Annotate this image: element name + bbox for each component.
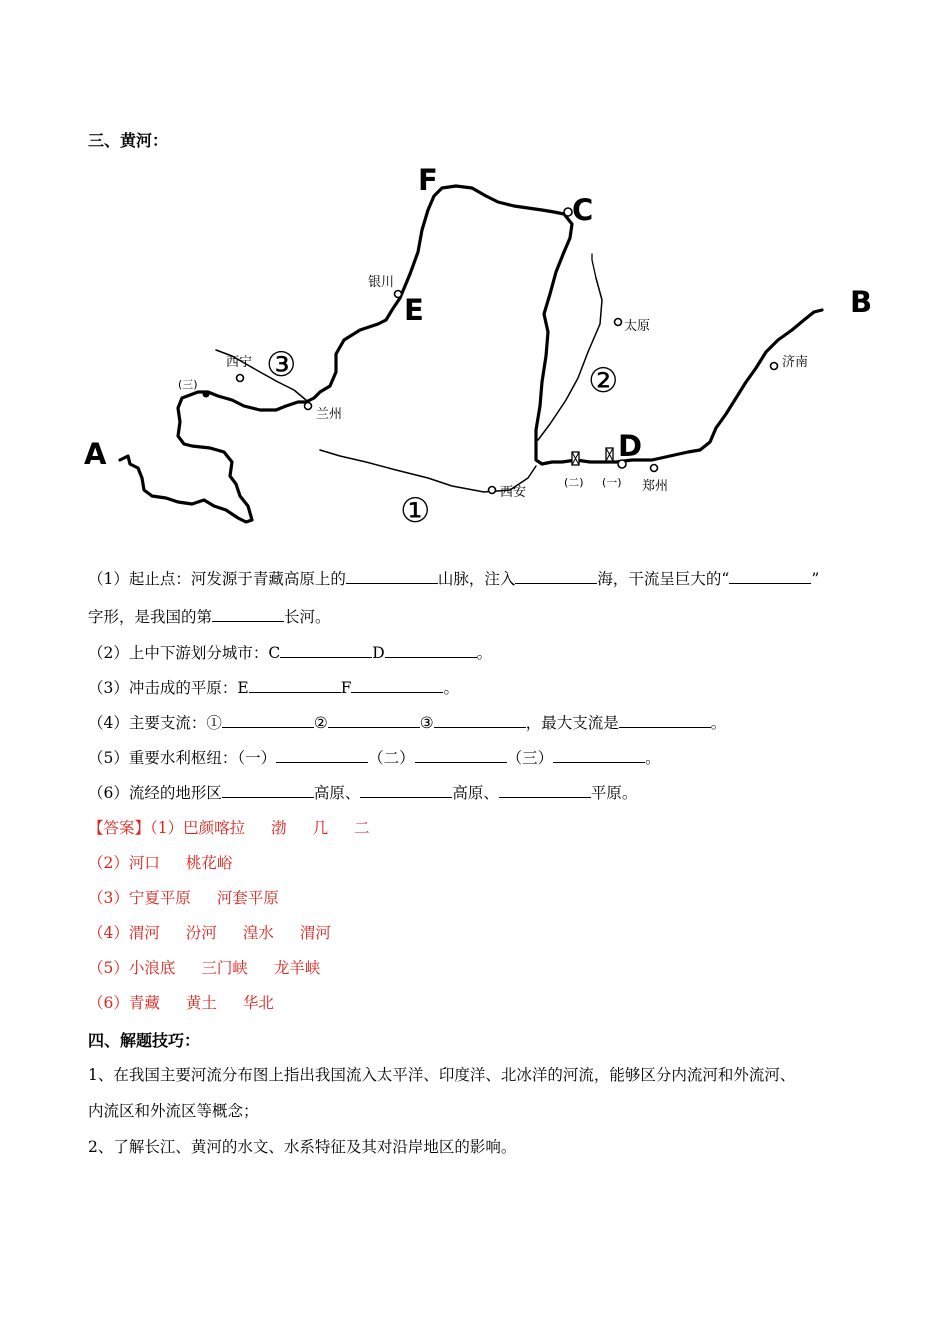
question-2: （2）上中下游划分城市：C D 。 — [88, 644, 493, 662]
blank[interactable] — [515, 568, 597, 584]
blank[interactable] — [328, 712, 420, 728]
blank[interactable] — [222, 782, 314, 798]
label-1: ① — [400, 491, 431, 531]
fen-river-tributary — [592, 254, 596, 278]
xian-marker — [489, 487, 496, 494]
question-3: （3）冲击成的平原：E F 。 — [88, 679, 459, 697]
answer-3: （3）宁夏平原 河套平原 — [88, 889, 279, 907]
blank[interactable] — [729, 568, 811, 584]
label-a: A — [84, 437, 107, 471]
point-c-marker — [564, 208, 572, 216]
label-e: E — [404, 293, 424, 327]
blank[interactable] — [249, 677, 341, 693]
label-d: D — [618, 429, 643, 463]
blank[interactable] — [415, 747, 507, 763]
tip-1-line-1: 1、在我国主要河流分布图上指出我国流入太平洋、印度洋、北冰洋的河流，能够区分内流河和外流河、 — [88, 1066, 796, 1084]
city-taiyuan: 太原 — [624, 319, 651, 334]
blank[interactable] — [619, 712, 711, 728]
blank[interactable] — [360, 782, 452, 798]
xining-marker — [237, 375, 244, 382]
question-5: （5）重要水利枢纽：（一） （二） （三） 。 — [88, 749, 661, 767]
yellow-river-map — [80, 160, 880, 540]
jinan-marker — [771, 363, 778, 370]
blank[interactable] — [499, 782, 591, 798]
label-dam-3: (三) — [178, 378, 198, 391]
city-lanzhou: 兰州 — [316, 407, 343, 422]
question-1-line-1: （1）起止点：河发源于青藏高原上的 山脉，注入 海，干流呈巨大的“ ” — [88, 570, 820, 588]
question-1-line-2: 字形，是我国的第 长河。 — [88, 608, 331, 626]
zhengzhou-marker — [651, 465, 658, 472]
label-c: C — [572, 193, 594, 227]
blank[interactable] — [212, 606, 284, 622]
section-4-title: 四、解题技巧： — [88, 1031, 201, 1050]
label-2: ② — [588, 361, 619, 401]
blank[interactable] — [346, 568, 438, 584]
dam-3-marker — [203, 391, 210, 398]
city-yinchuan: 银川 — [368, 275, 395, 290]
answer-4: （4）渭河 汾河 湟水 渭河 — [88, 924, 331, 942]
city-xian: 西安 — [500, 485, 527, 500]
section-3-title: 三、黄河： — [88, 131, 169, 150]
blank[interactable] — [222, 712, 314, 728]
blank[interactable] — [385, 642, 477, 658]
blank[interactable] — [553, 747, 645, 763]
label-f: F — [418, 163, 438, 197]
tip-2: 2、了解长江、黄河的水文、水系特征及其对沿岸地区的影响。 — [88, 1138, 517, 1156]
label-dam-1: (一) — [602, 476, 622, 489]
question-6: （6）流经的地形区 高原、 高原、 平原。 — [88, 784, 638, 802]
question-4: （4）主要支流：① ② ③ ，最大支流是 。 — [88, 714, 727, 732]
label-dam-2: (二) — [564, 476, 584, 489]
yinchuan-marker — [395, 291, 402, 298]
answer-5: （5）小浪底 三门峡 龙羊峡 — [88, 959, 321, 977]
blank[interactable] — [280, 642, 372, 658]
blank[interactable] — [276, 747, 368, 763]
city-jinan: 济南 — [782, 355, 809, 370]
city-xining: 西宁 — [226, 355, 253, 370]
taiyuan-marker — [615, 319, 622, 326]
tip-1-line-2: 内流区和外流区等概念； — [88, 1102, 259, 1120]
city-zhengzhou: 郑州 — [642, 479, 669, 494]
answer-6: （6）青藏 黄土 华北 — [88, 994, 274, 1012]
lanzhou-marker — [305, 403, 312, 410]
blank[interactable] — [351, 677, 443, 693]
label-3: ③ — [266, 345, 297, 385]
label-b: B — [850, 285, 873, 319]
blank[interactable] — [434, 712, 526, 728]
answer-1: 【答案】（1）巴颜喀拉 渤 几 二 — [88, 819, 370, 837]
answer-2: （2）河口 桃花峪 — [88, 854, 233, 872]
